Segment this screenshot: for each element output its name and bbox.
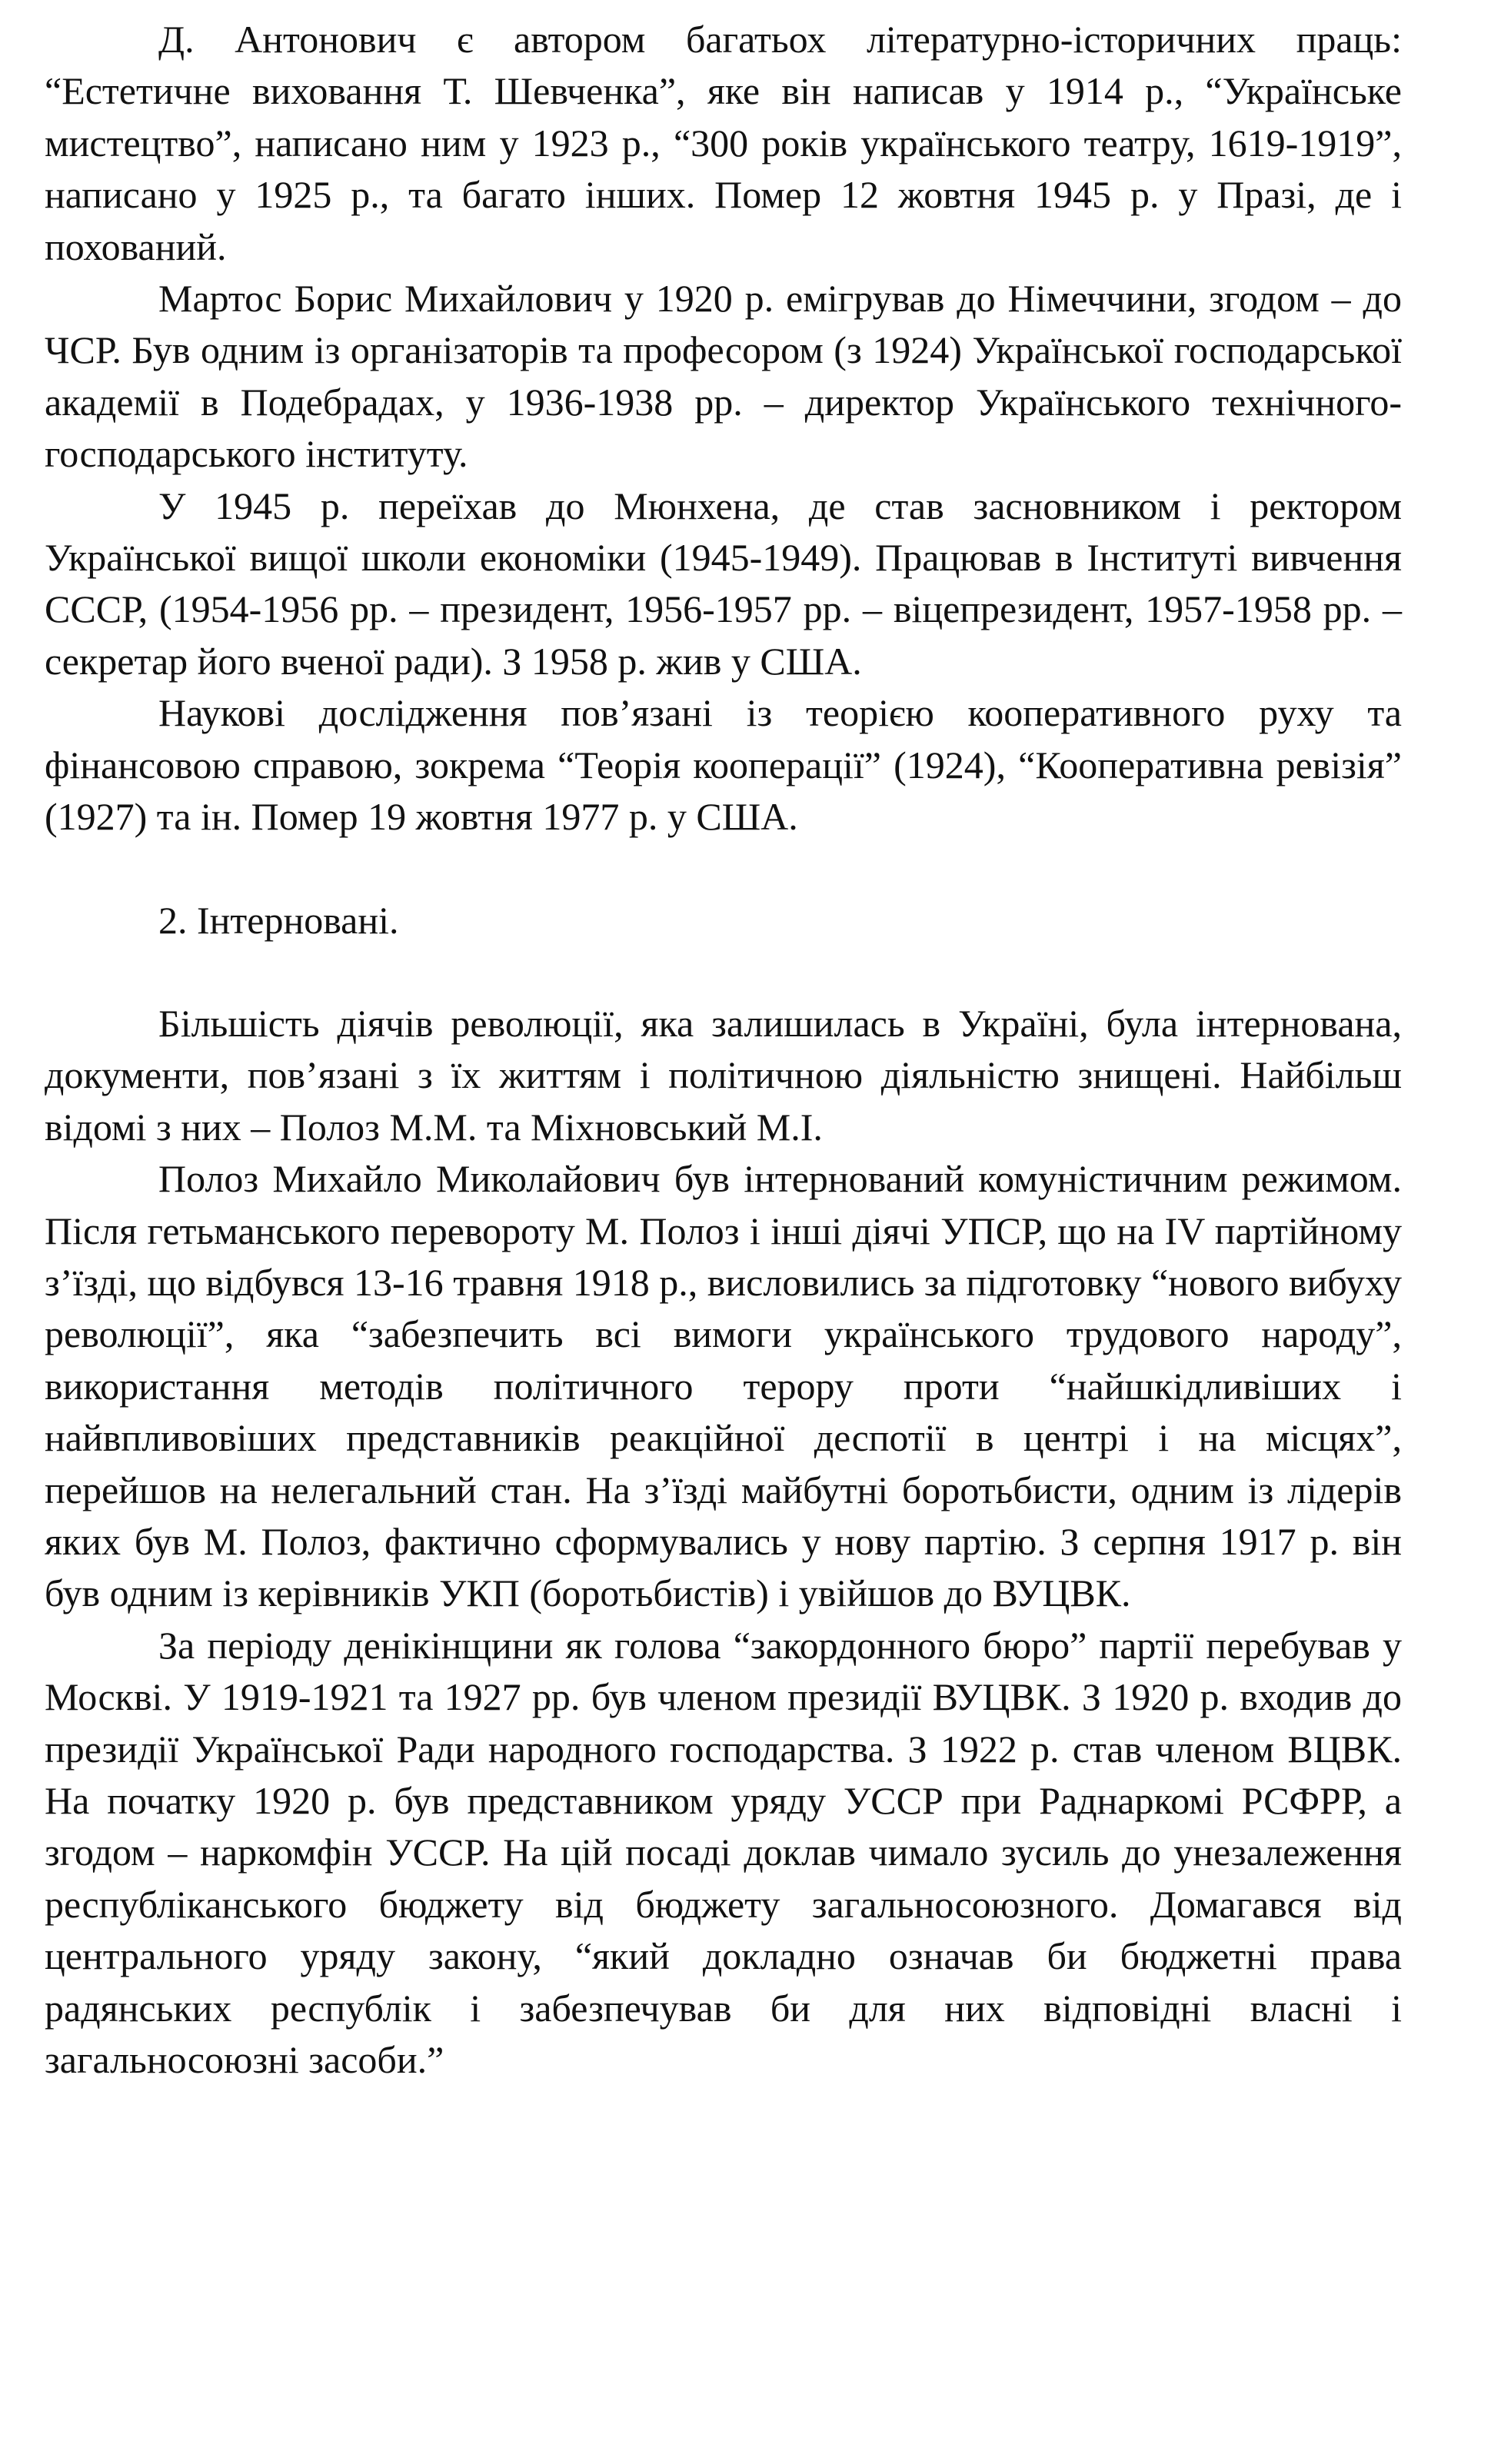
- paragraph-interned-intro: Більшість діячів революції, яка залишилась в Україні, була інтернована, документи, пов’язані з їх життям і політичною діяльністю знищені. Найбільш відомі з них – Полоз М.М. та Міхновський М.І.: [45, 1001, 1402, 1149]
- paragraph-poloz-bio: Полоз Михайло Миколайович був інтернований комуністичним режимом. Після гетьманського перевороту М. Полоз і інші діячі УПСР, що на IV партійному з’їзді, що відбувся 13-16 травня 1918 р., висловились за підготовку “нового вибуху революції”, яка “забезпечить всі вимоги українського трудового народу”, використання методів політичного терору проти “найшкідливіших і найвпливовіших представників реакційної деспотії в центрі і на місцях”, перейшов на нелегальний стан. На з’їзді майбутні боротьбисти, одним із лідерів яких був М. Полоз, фактично сформувались у нову партію. З серпня 1917 р. він був одним із керівників УКП (боротьбистів) і увійшов до ВУЦВК.: [45, 1157, 1402, 1615]
- paragraph-martos-bio: Мартос Борис Михайлович у 1920 р. емігрував до Німеччини, згодом – до ЧСР. Був одним із організаторів та професором (з 1924) Української господарської академії в Подебрадах, у 1936-1938 рр. – директор Українського технічного-господарського інституту.: [45, 277, 1402, 476]
- section-heading-interned: 2. Інтерновані.: [158, 898, 399, 942]
- paragraph-poloz-career: За періоду денікінщини як голова “закордонного бюро” партії перебував у Москві. У 1919-1921 та 1927 рр. був членом президії ВУЦВК. З 1920 р. входив до президії Української Ради народного господарства. З 1922 р. став членом ВЦВК. На початку 1920 р. був представником уряду УССР при Раднаркомі РСФРР, а згодом – наркомфін УССР. На цій посаді доклав чимало зусиль до унезалеження республіканського бюджету від бюджету загальносоюзного. Домагався від центрального уряду закону, “який докладно означав би бюджетні права радянських республік і забезпечував би для них відповідні власні і загальносоюзні засоби.”: [45, 1623, 1402, 2082]
- paragraph-antonovych-works: Д. Антонович є автором багатьох літературно-історичних праць: “Естетичне виховання Т. Шевченка”, яке він написав у 1914 р., “Українське мистецтво”, написано ним у 1923 р., “300 років українського театру, 1619-1919”, написано у 1925 р., та багато інших. Помер 12 жовтня 1945 р. у Празі, де і похований.: [45, 18, 1402, 268]
- paragraph-martos-munich: У 1945 р. переїхав до Мюнхена, де став засновником і ректором Української вищої школи економіки (1945-1949). Працював в Інституті вивчення СССР, (1954-1956 рр. – президент, 1956-1957 рр. – віцепрезидент, 1957-1958 рр. – секретар його вченої ради). З 1958 р. жив у США.: [45, 484, 1402, 683]
- document-body: [45, 14, 1402, 2086]
- paragraph-martos-research: Наукові дослідження пов’язані із теорією кооперативного руху та фінансовою справою, зокрема “Теорія кооперації” (1924), “Кооперативна ревізія” (1927) та ін. Помер 19 жовтня 1977 р. у США.: [45, 691, 1402, 839]
